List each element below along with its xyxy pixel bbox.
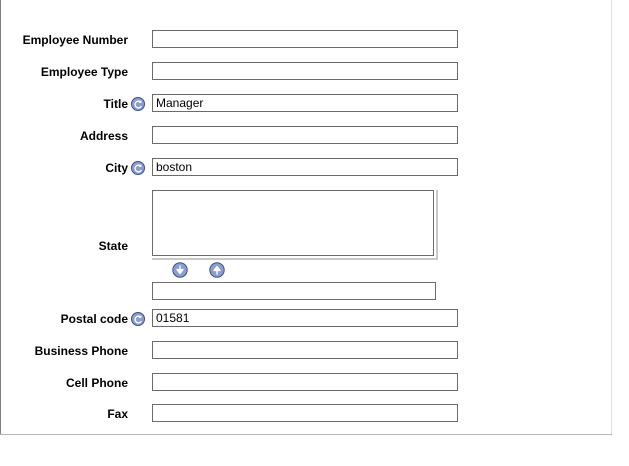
label-fax: Fax bbox=[107, 407, 128, 421]
state-listbox-value bbox=[153, 191, 159, 193]
bottom-border-rule bbox=[0, 434, 612, 435]
input-fax-value bbox=[153, 405, 159, 407]
state-listbox[interactable] bbox=[152, 190, 434, 256]
input-address[interactable] bbox=[152, 126, 458, 144]
label-address: Address bbox=[79, 129, 128, 143]
input-employee-number[interactable] bbox=[152, 30, 458, 48]
label-postal-code: Postal code bbox=[60, 312, 128, 326]
circle-undo-arrow-icon-title[interactable] bbox=[131, 97, 145, 111]
label-state: State bbox=[98, 239, 128, 253]
label-title: Title bbox=[103, 97, 128, 111]
input-address-value bbox=[153, 127, 159, 129]
input-cell-phone[interactable] bbox=[152, 373, 458, 391]
input-business-phone-value bbox=[153, 342, 159, 344]
form-row-city bbox=[0, 158, 612, 180]
circle-undo-arrow-icon-postal-code[interactable] bbox=[131, 312, 145, 326]
label-city: City bbox=[105, 161, 128, 175]
circle-arrow-up-icon[interactable] bbox=[209, 262, 225, 278]
form-row-employee-type bbox=[0, 62, 612, 84]
form-row-title bbox=[0, 94, 612, 116]
form-row-fax bbox=[0, 404, 612, 426]
input-fax[interactable] bbox=[152, 404, 458, 422]
form-row-address bbox=[0, 126, 612, 148]
label-cell-phone: Cell Phone bbox=[65, 376, 128, 390]
input-business-phone[interactable] bbox=[152, 341, 458, 359]
form-row-employee-number bbox=[0, 30, 612, 52]
label-employee-number: Employee Number bbox=[22, 33, 128, 47]
input-postal-code-value: 01581 bbox=[156, 311, 190, 325]
state-entry-input[interactable] bbox=[152, 282, 436, 300]
input-postal-code[interactable] bbox=[152, 309, 458, 327]
form-row-state bbox=[0, 190, 612, 290]
form-row-cell-phone bbox=[0, 373, 612, 395]
input-employee-type[interactable] bbox=[152, 62, 458, 80]
input-employee-number-value bbox=[153, 31, 159, 33]
label-employee-type: Employee Type bbox=[40, 65, 128, 79]
form-row-postal-code bbox=[0, 309, 612, 331]
circle-arrow-down-icon[interactable] bbox=[172, 262, 188, 278]
input-title-value: Manager bbox=[156, 96, 204, 110]
input-cell-phone-value bbox=[153, 374, 159, 376]
form-row-business-phone bbox=[0, 341, 612, 363]
input-employee-type-value bbox=[153, 63, 159, 65]
circle-undo-arrow-icon-city[interactable] bbox=[131, 161, 145, 175]
input-title[interactable] bbox=[152, 94, 458, 112]
input-city-value: boston bbox=[156, 160, 193, 174]
state-entry-value bbox=[153, 283, 159, 285]
input-city[interactable] bbox=[152, 158, 458, 176]
label-business-phone: Business Phone bbox=[34, 344, 128, 358]
